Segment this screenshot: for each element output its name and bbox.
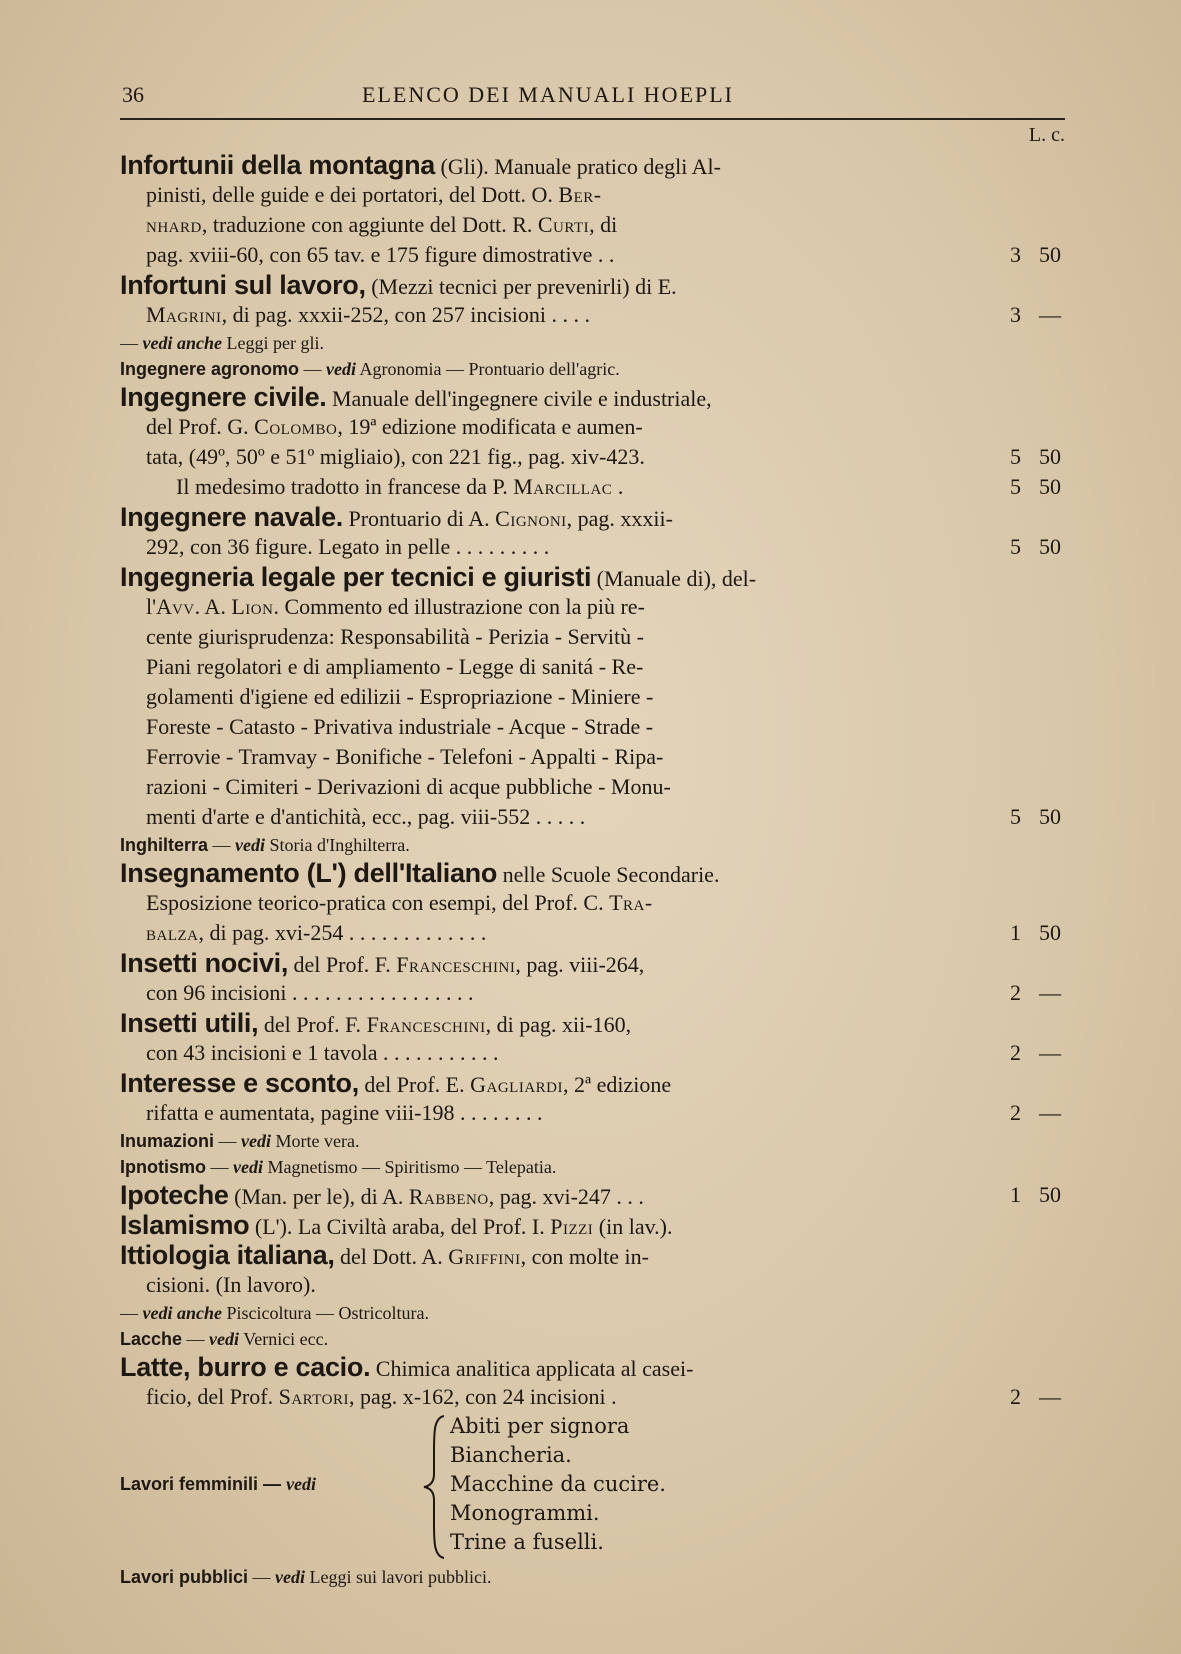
entry-fragment: Magnetismo — Spiritismo — Telepatia. xyxy=(262,1157,557,1177)
entry-list xyxy=(120,150,1065,1590)
entry-fragment: , di xyxy=(589,212,618,237)
entry-line xyxy=(120,412,1065,442)
entry-text xyxy=(120,1008,990,1038)
entry-line xyxy=(120,1008,1065,1038)
entry-title: Ingegnere civile. xyxy=(120,382,327,412)
price-lire: 1 xyxy=(1010,920,1021,945)
entry-text xyxy=(120,1098,1016,1128)
entry-title: Ingegnere agronomo xyxy=(120,359,300,379)
entry-fragment: tata, (49º, 50º e 51º migliaio), con 221 fig., pag. xiv-423. xyxy=(146,444,645,469)
price-lire: 2 xyxy=(1010,1040,1021,1065)
entry-text xyxy=(120,1270,1016,1300)
entry-fragment: Manuale dell'ingegnere civile e industriale, xyxy=(326,386,712,411)
entry-fragment: vv xyxy=(171,594,195,619)
entry-fragment: vedi xyxy=(209,1329,240,1349)
lavori-femminili-label xyxy=(120,1474,316,1495)
entry-fragment: , di pag. xii-160, xyxy=(485,1012,632,1037)
entry-line xyxy=(120,622,1065,652)
entry-fragment: Ferrovie - Tramvay - Bonifiche - Telefoni - Appalti - Ripa- xyxy=(146,744,664,769)
entry-price xyxy=(985,1098,1065,1128)
entry-fragment: vedi anche xyxy=(142,1303,222,1323)
entry-fragment: Magrini xyxy=(146,302,222,327)
entry-text xyxy=(120,442,1016,472)
entry-title: Infortuni sul lavoro, xyxy=(120,270,366,300)
entry-text xyxy=(120,888,1016,918)
entry-line xyxy=(120,1352,1065,1382)
entry-text xyxy=(120,978,1016,1008)
entry-fragment: del Prof. G. xyxy=(146,414,255,439)
entry-text xyxy=(120,1300,990,1326)
entry-fragment: con 96 incisioni . . . . . . . . . . . . . . . . . xyxy=(146,980,474,1005)
entry-text xyxy=(120,918,1016,948)
entry-line xyxy=(120,1098,1065,1128)
entry-title: Infortunii della montagna xyxy=(120,150,435,180)
entry-fragment: — xyxy=(206,1157,233,1177)
dash-separator: — xyxy=(258,1474,287,1494)
entry-fragment: . xyxy=(612,474,624,499)
price-cents: — xyxy=(1039,980,1061,1005)
entry-title: Islamismo xyxy=(120,1210,250,1240)
entry-fragment: vedi xyxy=(241,1131,271,1151)
entry-text xyxy=(120,832,990,858)
entry-fragment: Colombo xyxy=(254,414,338,439)
entry-fragment: , traduzione con aggiunte del Dott. R. xyxy=(201,212,538,237)
entry-line xyxy=(120,442,1065,472)
entry-line xyxy=(120,382,1065,412)
entry-price xyxy=(985,918,1065,948)
entry-line xyxy=(120,1382,1065,1412)
entry-fragment: cente giurisprudenza: Responsabilità - Perizia - Servitù - xyxy=(146,624,644,649)
price-lire: 3 xyxy=(1010,302,1021,327)
entry-fragment: — xyxy=(299,359,327,379)
entry-text xyxy=(120,210,1016,240)
entry-fragment: razioni - Cimiteri - Derivazioni di acque pubbliche - Monu- xyxy=(146,774,671,799)
price-cents: — xyxy=(1039,1100,1061,1125)
entry-line xyxy=(120,356,1065,382)
entry-title: Lavori pubblici xyxy=(120,1567,249,1587)
entry-fragment: . A. xyxy=(194,594,232,619)
entry-price xyxy=(985,442,1065,472)
entry-fragment: cisioni. (In lavoro). xyxy=(146,1272,316,1297)
vedi-marker: vedi xyxy=(275,1567,305,1587)
entry-fragment: Cignoni xyxy=(495,506,567,531)
entry-fragment: nelle Scuole Secondarie. xyxy=(497,862,720,887)
entry-fragment: Curti xyxy=(537,212,590,237)
entry-price xyxy=(985,300,1065,330)
entry-line xyxy=(120,918,1065,948)
entry-price xyxy=(985,1038,1065,1068)
entry-fragment: , di pag. xxxii-252, con 257 incisioni . . . . xyxy=(221,302,591,327)
price-cents: 50 xyxy=(1039,534,1061,559)
price-lire: 2 xyxy=(1010,1100,1021,1125)
entry-line xyxy=(120,1270,1065,1300)
entry-fragment: Vernici ecc. xyxy=(239,1329,329,1349)
list-item: Trine a fuselli. xyxy=(450,1530,604,1554)
entry-fragment: golamenti d'igiene ed edilizii - Espropriazione - Miniere - xyxy=(146,684,654,709)
entry-line xyxy=(120,270,1065,300)
price-column-label: L. c. xyxy=(1028,124,1065,146)
entry-line xyxy=(120,682,1065,712)
entry-fragment: Chimica analitica applicata al casei- xyxy=(370,1356,694,1381)
entry-line xyxy=(120,532,1065,562)
price-cents: 50 xyxy=(1039,444,1061,469)
entry-price xyxy=(985,802,1065,832)
entry-text xyxy=(120,1180,990,1210)
price-cents: — xyxy=(1039,1040,1061,1065)
entry-line xyxy=(120,240,1065,270)
price-cents: 50 xyxy=(1039,242,1061,267)
entry-fragment: con 43 incisioni e 1 tavola . . . . . . . . . . . xyxy=(146,1040,499,1065)
entry-fragment: Ber- xyxy=(558,182,602,207)
entry-fragment: Franceschini xyxy=(396,952,516,977)
entry-fragment: rifatta e aumentata, pagine viii-198 . . . . . . . . xyxy=(146,1100,543,1125)
entry-text xyxy=(120,712,1016,742)
entry-fragment: 292, con 36 figure. Legato in pelle . . . . . . . . . xyxy=(146,534,550,559)
entry-fragment: (Gli). Manuale pratico degli Al- xyxy=(435,154,721,179)
price-lire: 2 xyxy=(1010,980,1021,1005)
entry-title: Ipoteche xyxy=(120,1180,229,1210)
entry-price xyxy=(985,1180,1065,1210)
entry-text xyxy=(120,858,990,888)
entry-line xyxy=(120,1210,1065,1240)
entry-fragment: , pag. x-162, con 24 incisioni . xyxy=(349,1384,617,1409)
entry-fragment: Piani regolatori e di ampliamento - Legge di sanitá - Re- xyxy=(146,654,644,679)
entry-line xyxy=(120,742,1065,772)
entry-fragment: del Prof. F. xyxy=(288,952,397,977)
entry-text xyxy=(120,562,990,592)
entry-fragment: (Man. per le), di A. xyxy=(228,1184,409,1209)
entry-fragment: Leggi per gli. xyxy=(221,333,324,353)
entry-title: Ipnotismo xyxy=(120,1157,206,1177)
entry-fragment: (L'). La Civiltà araba, del Prof. I. xyxy=(249,1214,551,1239)
entry-line xyxy=(120,330,1065,356)
entry-fragment: , pag. xxxii- xyxy=(566,506,673,531)
curly-brace-icon xyxy=(420,1412,450,1562)
list-item: Abiti per signora xyxy=(450,1414,630,1438)
entry-text xyxy=(120,1326,990,1352)
entry-line xyxy=(120,592,1065,622)
running-title: ELENCO DEI MANUALI HOEPLI xyxy=(362,82,735,107)
entry-fragment: pinisti, delle guide e dei portatori, del Dott. O. xyxy=(146,182,559,207)
price-lire: 3 xyxy=(1010,242,1021,267)
entry-text xyxy=(120,382,990,412)
page-number: 36 xyxy=(122,82,144,107)
entry-text xyxy=(120,802,1016,832)
entry-title: Ittiologia italiana, xyxy=(120,1240,335,1270)
entry-line xyxy=(120,1300,1065,1326)
entry-text xyxy=(120,330,990,356)
entry-price xyxy=(985,472,1065,502)
entry-price xyxy=(985,1382,1065,1412)
entry-text xyxy=(120,1154,990,1180)
price-cents: 50 xyxy=(1039,1182,1061,1207)
entry-line xyxy=(120,858,1065,888)
entry-price xyxy=(985,240,1065,270)
entry-fragment: Esposizione teorico-pratica con esempi, del Prof. C. xyxy=(146,890,610,915)
entry-fragment: , con molte in- xyxy=(520,1244,649,1269)
entry-text xyxy=(120,622,1016,652)
entry-fragment: Morte vera. xyxy=(270,1131,360,1151)
entry-fragment: , di pag. xvi-254 . . . . . . . . . . . . . xyxy=(198,920,487,945)
entry-line xyxy=(120,978,1065,1008)
entry-fragment: Leggi sui lavori pubblici. xyxy=(305,1567,492,1587)
entry-text xyxy=(120,356,990,382)
entry-title: Ingegnere navale. xyxy=(120,502,343,532)
entry-price xyxy=(985,978,1065,1008)
entry-fragment: — xyxy=(208,835,236,855)
entry-line xyxy=(120,802,1065,832)
entry-text xyxy=(120,1038,1016,1068)
entry-fragment: del Prof. E. xyxy=(358,1072,471,1097)
entry-text xyxy=(120,1352,990,1382)
entry-text xyxy=(120,1382,1016,1412)
entry-fragment: , 2ª edizione xyxy=(563,1072,672,1097)
entry-fragment: Griffini xyxy=(448,1244,521,1269)
entry-text xyxy=(120,150,990,180)
entry-line xyxy=(120,150,1065,180)
entry-fragment: , pag. xvi-247 . . . xyxy=(488,1184,644,1209)
entry-text xyxy=(120,180,1016,210)
entry-fragment: , 19ª edizione modificata e aumen- xyxy=(337,414,643,439)
entry-text xyxy=(120,240,1016,270)
entry-line xyxy=(120,832,1065,858)
entry-text xyxy=(120,592,1016,622)
entry-fragment: Storia d'Inghilterra. xyxy=(265,835,410,855)
entry-line xyxy=(120,888,1065,918)
lavori-femminili-block xyxy=(120,1412,1065,1562)
entry-fragment: (Mezzi tecnici per prevenirli) di E. xyxy=(365,274,677,299)
entry-fragment: Rabbeno xyxy=(408,1184,489,1209)
entry-line xyxy=(120,712,1065,742)
entry-text xyxy=(120,652,1016,682)
entry-line xyxy=(120,472,1065,502)
entry-title: Interesse e sconto, xyxy=(120,1068,359,1098)
entry-fragment: . Commento ed illustrazione con la più re- xyxy=(273,594,645,619)
header-rule xyxy=(120,118,1065,120)
entry-price xyxy=(985,532,1065,562)
entry-line xyxy=(120,1154,1065,1180)
entry-fragment: (in lav.). xyxy=(593,1214,673,1239)
entry-text xyxy=(120,270,990,300)
list-item: Monogrammi. xyxy=(450,1501,600,1525)
entry-fragment: vedi xyxy=(235,835,265,855)
entry-line xyxy=(120,180,1065,210)
price-lire: 5 xyxy=(1010,444,1021,469)
entry-line xyxy=(120,652,1065,682)
lavori-femminili-items xyxy=(450,1412,666,1557)
entry-fragment: Agronomia — Prontuario dell'agric. xyxy=(356,359,620,379)
entry-fragment: (Manuale di), del- xyxy=(591,566,757,591)
entry-fragment: del Dott. A. xyxy=(334,1244,449,1269)
entry-fragment: — xyxy=(120,333,143,353)
entry-fragment: Pizzi xyxy=(550,1214,594,1239)
entry-fragment: del Prof. F. xyxy=(258,1012,367,1037)
price-cents: — xyxy=(1039,1384,1061,1409)
entry-fragment: menti d'arte e d'antichità, ecc., pag. viii-552 . . . . . xyxy=(146,804,586,829)
vedi-marker: vedi xyxy=(286,1474,317,1494)
price-cents: — xyxy=(1039,302,1061,327)
price-cents: 50 xyxy=(1039,920,1061,945)
entry-fragment: — xyxy=(120,1303,143,1323)
entry-line xyxy=(120,300,1065,330)
entry-title: Lavori femminili xyxy=(120,1474,259,1494)
entry-title: Inumazioni xyxy=(120,1131,214,1151)
entry-fragment: Sartori xyxy=(278,1384,349,1409)
entry-fragment: , pag. viii-264, xyxy=(515,952,645,977)
entry-title: Latte, burro e cacio. xyxy=(120,1352,371,1382)
price-lire: 1 xyxy=(1010,1182,1021,1207)
entry-line xyxy=(120,1180,1065,1210)
catalog-page xyxy=(120,78,1065,1587)
entry-fragment: Il medesimo tradotto in francese da P. xyxy=(176,474,514,499)
entry-line xyxy=(120,1564,990,1590)
entry-line xyxy=(120,1068,1065,1098)
price-cents: 50 xyxy=(1039,474,1061,499)
entry-title: Inghilterra xyxy=(120,835,209,855)
price-cents: 50 xyxy=(1039,804,1061,829)
entry-line xyxy=(120,1240,1065,1270)
entry-text xyxy=(120,412,1016,442)
list-item: Macchine da cucire. xyxy=(450,1472,666,1496)
entry-line xyxy=(120,502,1065,532)
entry-line xyxy=(120,562,1065,592)
price-lire: 5 xyxy=(1010,804,1021,829)
entry-fragment: — xyxy=(182,1329,210,1349)
entry-title: Insetti nocivi, xyxy=(120,948,289,978)
price-lire: 2 xyxy=(1010,1384,1021,1409)
entry-line xyxy=(120,1128,1065,1154)
entry-text xyxy=(120,472,1046,502)
entry-fragment: Marcillac xyxy=(513,474,613,499)
entry-fragment: l'A xyxy=(146,594,172,619)
entry-text xyxy=(120,502,990,532)
entry-fragment: Foreste - Catasto - Privativa industriale - Acque - Strade - xyxy=(146,714,654,739)
page-header xyxy=(120,78,1065,112)
entry-text xyxy=(120,682,1016,712)
entry-text xyxy=(120,300,1016,330)
dash-separator: — xyxy=(248,1567,276,1587)
entry-line xyxy=(120,210,1065,240)
entry-fragment: balza xyxy=(146,920,199,945)
entry-text xyxy=(120,1128,990,1154)
entry-fragment: Gagliardi xyxy=(470,1072,563,1097)
entry-fragment: ficio, del Prof. xyxy=(146,1384,279,1409)
entry-line xyxy=(120,1326,1065,1352)
entry-text xyxy=(120,1068,990,1098)
entry-title: Ingegneria legale per tecnici e giuristi xyxy=(120,562,592,592)
entry-title: Insetti utili, xyxy=(120,1008,259,1038)
entry-fragment: nhard xyxy=(146,212,202,237)
entry-text xyxy=(120,948,990,978)
entry-fragment: Franceschini xyxy=(366,1012,486,1037)
entry-text xyxy=(120,742,1016,772)
entry-fragment: Piscicoltura — Ostricoltura. xyxy=(221,1303,429,1323)
entry-text xyxy=(120,772,1016,802)
entry-title: Insegnamento (L') dell'Italiano xyxy=(120,858,498,888)
entry-title: Lacche xyxy=(120,1329,183,1349)
price-lire: 5 xyxy=(1010,534,1021,559)
entry-fragment: — xyxy=(214,1131,241,1151)
entry-fragment: Prontuario di A. xyxy=(343,506,496,531)
entry-text xyxy=(120,1210,990,1240)
entry-line xyxy=(120,1038,1065,1068)
entry-fragment: vedi xyxy=(233,1157,263,1177)
entry-fragment: vedi anche xyxy=(142,333,222,353)
list-item: Biancheria. xyxy=(450,1443,572,1467)
price-lire: 5 xyxy=(1010,474,1021,499)
entry-fragment: Lion xyxy=(231,594,274,619)
entry-fragment: pag. xviii-60, con 65 tav. e 175 figure dimostrative . . xyxy=(146,242,615,267)
entry-text xyxy=(120,1240,990,1270)
entry-line xyxy=(120,772,1065,802)
entry-text xyxy=(120,532,1016,562)
entry-fragment: Tra- xyxy=(609,890,653,915)
entry-line xyxy=(120,948,1065,978)
entry-fragment: vedi xyxy=(326,359,356,379)
